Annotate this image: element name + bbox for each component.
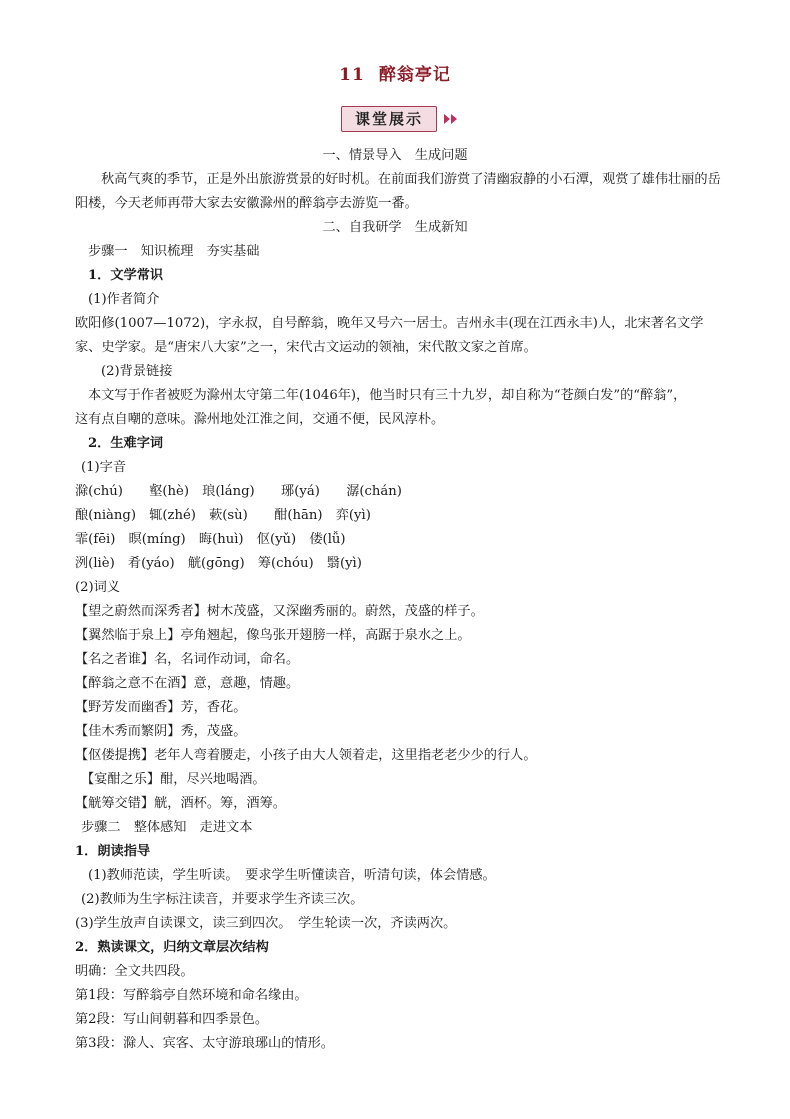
- text-line: (3)学生放声自读课文，读三到四次。 学生轮读一次，齐读两次。: [75, 916, 457, 931]
- section-banner: [341, 106, 461, 132]
- text-line: 秋高气爽的季节，正是外出旅游赏景的好时机。在前面我们游赏了清幽寂静的小石潭，观赏了雄伟壮丽的岳: [101, 172, 721, 187]
- text-line: 阳楼，今天老师再带大家去安徽滁州的醉翁亭去游览一番。: [75, 196, 418, 211]
- text-line: 二、自我研学 生成新知: [322, 220, 468, 235]
- text-line: 第2段：写山间朝暮和四季景色。: [75, 1012, 269, 1027]
- text-line: 这有点自嘲的意味。滁州地处江淮之间，交通不便，民风淳朴。: [75, 412, 445, 427]
- text-line: 第3段：滁人、宾客、太守游琅琊山的情形。: [75, 1036, 334, 1051]
- text-line: 1．朗读指导: [75, 844, 151, 859]
- text-line: (1)字音: [81, 460, 127, 475]
- text-line: 霏(fēi) 暝(míng) 晦(huì) 伛(yǔ) 偻(lǚ): [75, 532, 346, 547]
- text-line: 酿(niàng) 辄(zhé) 蔌(sù) 酣(hān) 弈(yì): [75, 508, 371, 523]
- text-line: 本文写于作者被贬为滁州太守第二年(1046年)，他当时只有三十九岁，却自称为“苍颜白发”的“醉翁”，: [88, 388, 687, 403]
- text-line: (2)教师为生字标注读音，并要求学生齐读三次。: [81, 892, 364, 907]
- banner-label: 课堂展示: [341, 106, 437, 132]
- double-arrow-icon: [442, 111, 460, 127]
- text-line: (2)词义: [75, 580, 121, 595]
- text-line: 【名之者谁】名，名词作动词，命名。: [75, 652, 300, 667]
- text-line: 滁(chú) 壑(hè) 琅(láng) 琊(yá) 潺(chán): [75, 484, 402, 499]
- text-line: 洌(liè) 肴(yáo) 觥(gōng) 筹(chóu) 翳(yì): [75, 556, 362, 571]
- text-line: (1)教师范读，学生听读。 要求学生听懂读音，听清句读，体会情感。: [88, 868, 496, 883]
- text-line: 【宴酣之乐】酣，尽兴地喝酒。: [81, 772, 266, 787]
- text-line: 【伛偻提携】老年人弯着腰走，小孩子由大人领着走，这里指老老少少的行人。: [75, 748, 537, 763]
- text-line: 明确：全文共四段。: [75, 964, 194, 979]
- text-line: 家、史学家。是“唐宋八大家”之一，宋代古文运动的领袖，宋代散文家之首席。: [75, 340, 537, 355]
- text-line: 1．文学常识: [88, 268, 164, 283]
- text-line: 步骤一 知识梳理 夯实基础: [88, 244, 260, 259]
- lesson-number: 11: [339, 65, 365, 85]
- text-line: 【醉翁之意不在酒】意，意趣，情趣。: [75, 676, 300, 691]
- text-line: 【觥筹交错】觥，酒杯。筹，酒筹。: [75, 796, 286, 811]
- text-line: 第1段：写醉翁亭自然环境和命名缘由。: [75, 988, 308, 1003]
- text-line: 2．熟读课文，归纳文章层次结构: [75, 940, 269, 955]
- text-line: 2．生难字词: [88, 436, 164, 451]
- text-line: 步骤二 整体感知 走进文本: [81, 820, 253, 835]
- text-line: (1)作者简介: [88, 292, 160, 307]
- page-title: [0, 60, 790, 85]
- text-line: 欧阳修(1007—1072)，字永叔，自号醉翁，晚年又号六一居士。吉州永丰(现在江西永丰)人，北宋著名文学: [75, 316, 704, 331]
- lesson-title: 醉翁亭记: [378, 65, 451, 85]
- text-line: 一、情景导入 生成问题: [322, 148, 468, 163]
- text-line: 【佳木秀而繁阴】秀，茂盛。: [75, 724, 247, 739]
- text-line: (2)背景链接: [101, 364, 173, 379]
- text-line: 【翼然临于泉上】亭角翘起，像鸟张开翅膀一样，高踞于泉水之上。: [75, 628, 471, 643]
- document-body: [75, 144, 755, 1056]
- text-line: 【望之蔚然而深秀者】树木茂盛，又深幽秀丽的。蔚然，茂盛的样子。: [75, 604, 484, 619]
- text-line: 【野芳发而幽香】芳，香花。: [75, 700, 247, 715]
